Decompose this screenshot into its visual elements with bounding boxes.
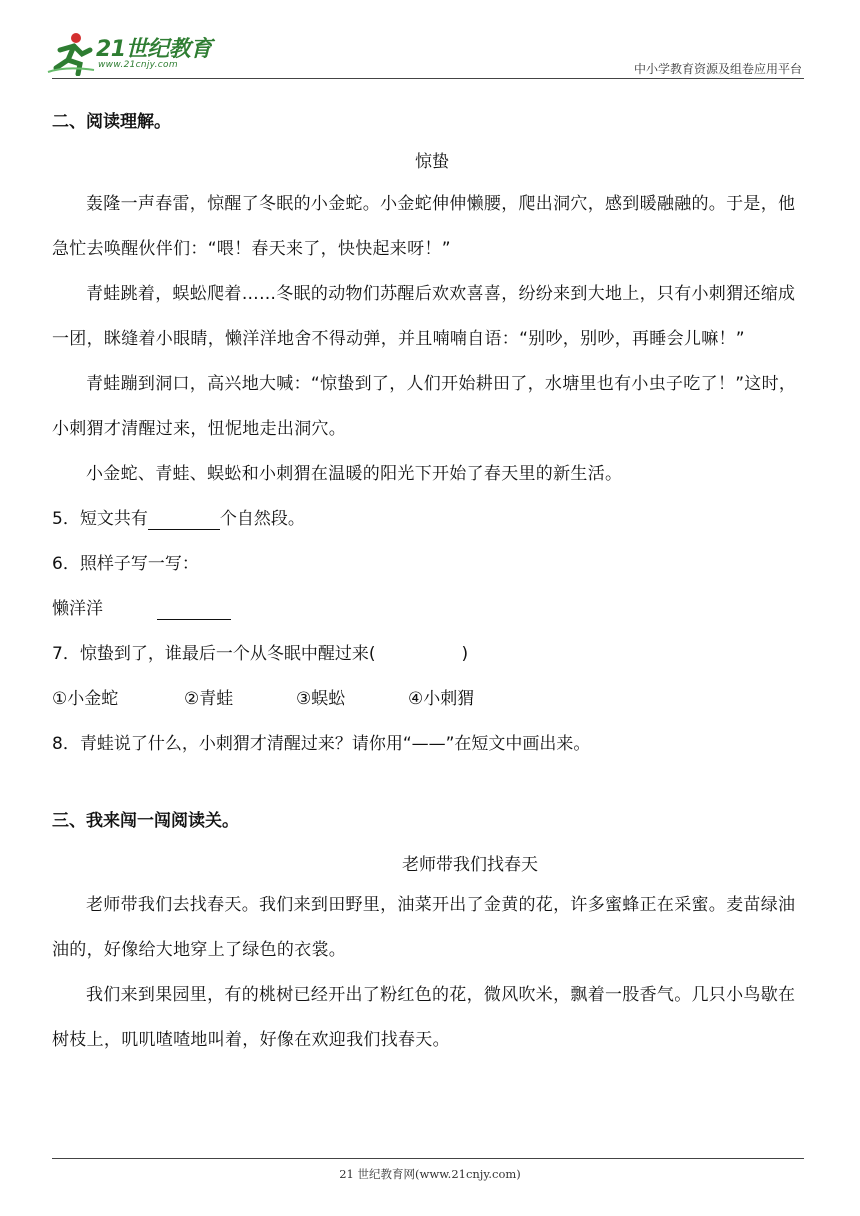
q5-text-after: 个自然段。 [219,509,305,529]
passage-1-paragraph: 小金蛇、青蛙、蜈蚣和小刺猬在温暖的阳光下开始了春天里的新生活。 [86,464,623,484]
document-body [52,96,812,1063]
logo-text: 21世纪教育 [96,37,212,62]
q7-option[interactable]: ①小金蛇 [52,689,119,709]
logo [46,30,226,78]
section-3-heading: 三、我来闯一闯阅读关。 [52,811,239,831]
q7-option[interactable]: ④小刺猬 [408,689,475,709]
q5-text-before: 5．短文共有 [52,509,148,529]
q7-option[interactable]: ②青蛙 [184,689,234,709]
question-6: 6．照样子写一写： [52,554,199,574]
question-7-options [52,677,812,722]
question-6-example [52,587,812,632]
question-5 [52,497,812,542]
q6-answer-blank[interactable] [157,597,231,620]
header-divider [52,78,804,79]
passage-2-paragraph: 我们来到果园里，有的桃树已经开出了粉红色的花，微风吹米，飘着一股香气。几只小鸟歇在树枝上，叽叽喳喳地叫着，好像在欢迎我们找春天。 [52,985,796,1050]
passage-2-title: 老师带我们找春天 [402,855,538,875]
q7-close-paren: ) [461,644,469,664]
q7-option[interactable]: ③蜈蚣 [296,689,346,709]
passage-1 [52,182,812,497]
question-8: 8．青蛙说了什么，小刺猬才清醒过来？请你用“——”在短文中画出来。 [52,734,591,754]
q5-answer-blank[interactable] [148,507,220,530]
q6-example-word: 懒洋洋 [52,599,103,619]
q7-text: 7．惊蛰到了，谁最后一个从冬眠中醒过来( [52,644,376,664]
passage-1-title: 惊蛰 [415,152,449,172]
passage-1-paragraph: 青蛙跳着，蜈蚣爬着……冬眠的动物们苏醒后欢欢喜喜，纷纷来到大地上，只有小刺猬还缩成一团，眯缝着小眼睛，懒洋洋地舍不得动弹，并且喃喃自语：“别吵，别吵，再睡会儿嘛！” [52,284,796,349]
passage-2 [52,883,812,1063]
page-header [0,0,860,90]
passage-1-paragraph: 轰隆一声春雷，惊醒了冬眠的小金蛇。小金蛇伸伸懒腰，爬出洞穴，感到暖融融的。于是，他急忙去唤醒伙伴们：“喂！春天来了，快快起来呀！” [52,194,796,259]
platform-name: 中小学教育资源及组卷应用平台 [633,62,802,76]
footer-divider [52,1158,804,1159]
page-footer: 21 世纪教育网(www.21cnjy.com) [339,1167,521,1181]
passage-2-paragraph: 老师带我们去找春天。我们来到田野里，油菜开出了金黄的花，许多蜜蜂正在采蜜。麦苗绿油油的，好像给大地穿上了绿色的衣裳。 [52,895,796,960]
section-2-heading: 二、阅读理解。 [52,112,171,132]
runner-logo-icon [46,30,98,76]
question-7 [52,632,812,677]
passage-1-paragraph: 青蛙蹦到洞口，高兴地大喊：“惊蛰到了，人们开始耕田了，水塘里也有小虫子吃了！”这时，小刺猬才清醒过来，忸怩地走出洞穴。 [52,374,797,439]
logo-url: www.21cnjy.com [98,60,178,70]
